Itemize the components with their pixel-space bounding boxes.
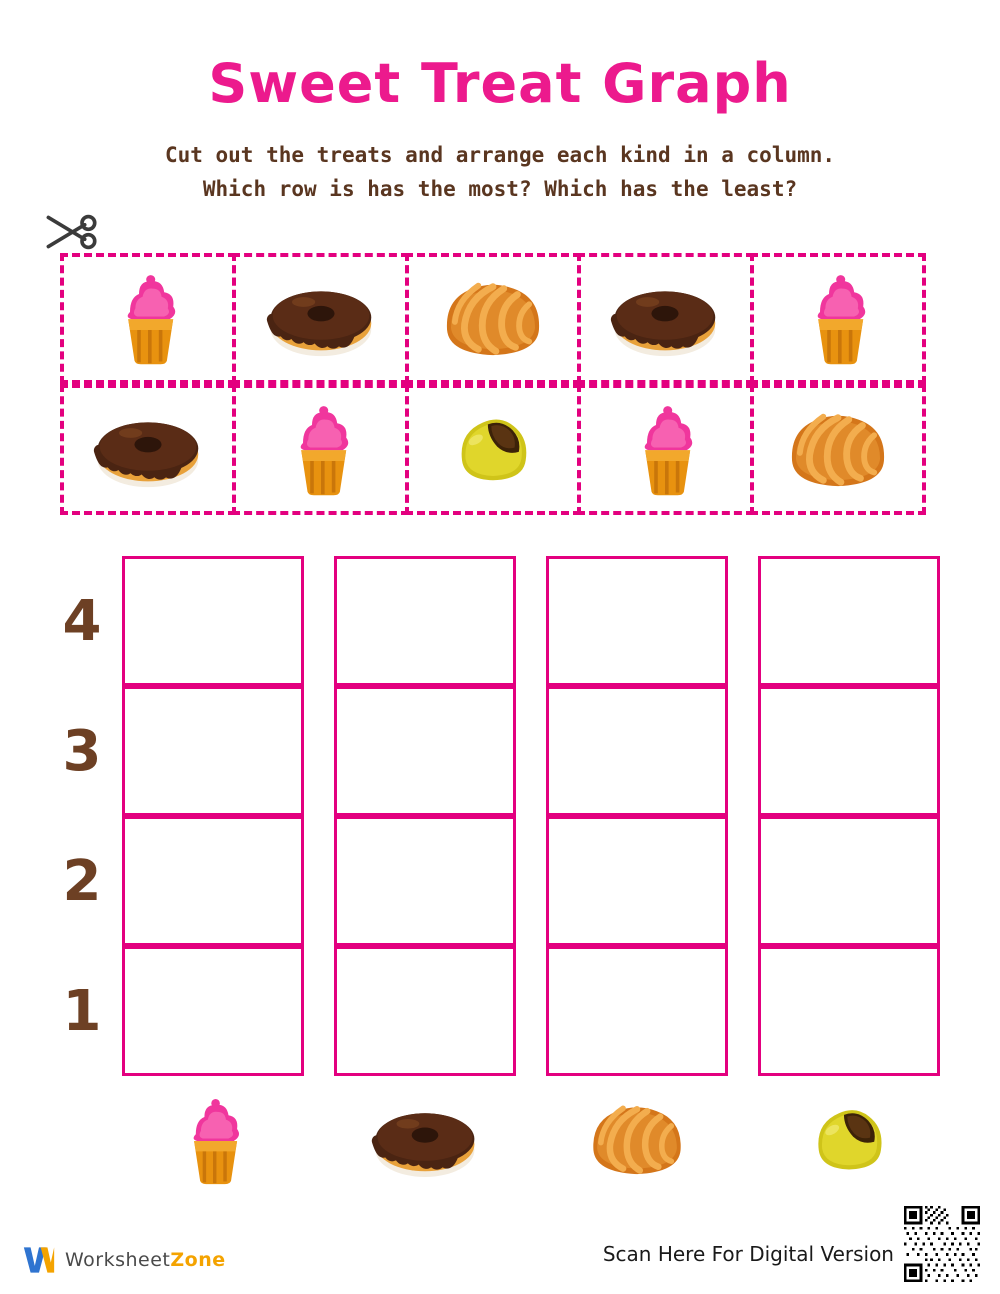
scan-instruction-text: Scan Here For Digital Version	[602, 1242, 894, 1266]
qr-code[interactable]	[904, 1206, 980, 1282]
logo-primary-text: Worksheet	[65, 1249, 171, 1271]
cupcake-icon	[793, 267, 883, 370]
legend-item	[758, 1085, 940, 1195]
swirl-bun-icon	[784, 404, 892, 496]
legend-item	[334, 1085, 516, 1195]
cutout-cell[interactable]	[60, 253, 236, 384]
graph-cell[interactable]	[122, 556, 304, 686]
graph-row-label: 2	[62, 848, 102, 914]
donut-icon	[90, 404, 206, 495]
graph-cell[interactable]	[758, 946, 940, 1076]
cutout-cell[interactable]	[750, 253, 926, 384]
cutout-cell[interactable]	[60, 384, 236, 515]
logo-text	[65, 1249, 226, 1271]
graph-cell[interactable]	[122, 946, 304, 1076]
graph-cell[interactable]	[546, 556, 728, 686]
cupcake-icon	[276, 398, 366, 501]
logo-mark-icon	[22, 1244, 56, 1276]
candy-icon	[450, 407, 536, 493]
graph-cell[interactable]	[546, 946, 728, 1076]
graph-row-label: 3	[62, 718, 102, 784]
page-title: Sweet Treat Graph	[208, 52, 792, 115]
scissors-icon	[44, 212, 100, 252]
graph-cell[interactable]	[122, 686, 304, 816]
graph-cell[interactable]	[122, 816, 304, 946]
instructions	[0, 138, 1000, 206]
cutout-row	[60, 384, 942, 515]
cutout-row	[60, 253, 942, 384]
donut-icon	[263, 273, 379, 364]
legend-item	[122, 1085, 304, 1195]
graph-column	[122, 556, 304, 1076]
graph-cell[interactable]	[334, 946, 516, 1076]
site-logo[interactable]	[22, 1244, 226, 1276]
graph-cell[interactable]	[758, 556, 940, 686]
donut-icon	[368, 1095, 482, 1185]
graph-cell[interactable]	[546, 816, 728, 946]
instructions-line-1: Cut out the treats and arrange each kind in a column.	[164, 143, 836, 167]
graph-column	[334, 556, 516, 1076]
swirl-bun-icon	[439, 273, 547, 365]
cutout-cell[interactable]	[577, 384, 753, 515]
logo-secondary-text: Zone	[170, 1249, 226, 1271]
donut-icon	[607, 273, 723, 364]
cutout-cell[interactable]	[232, 253, 408, 384]
graph-cell[interactable]	[334, 816, 516, 946]
graph-row-label: 1	[62, 978, 102, 1044]
graph-legend	[122, 1085, 940, 1195]
graph-row-label: 4	[62, 588, 102, 654]
legend-item	[546, 1085, 728, 1195]
graph-cell[interactable]	[546, 686, 728, 816]
graph-row-labels	[52, 556, 112, 1076]
cupcake-icon	[170, 1091, 256, 1190]
cutout-cell[interactable]	[232, 384, 408, 515]
cutout-cell[interactable]	[577, 253, 753, 384]
cutout-cell[interactable]	[405, 384, 581, 515]
cutout-cell[interactable]	[405, 253, 581, 384]
cupcake-icon	[620, 398, 710, 501]
graph-cell[interactable]	[334, 556, 516, 686]
graph-grid	[122, 556, 940, 1076]
candy-icon	[807, 1098, 891, 1182]
graph-column	[546, 556, 728, 1076]
cutout-grid	[60, 253, 942, 515]
graph-cell[interactable]	[758, 816, 940, 946]
cupcake-icon	[103, 267, 193, 370]
instructions-line-2: Which row is has the most? Which has the least?	[202, 177, 798, 201]
swirl-bun-icon	[586, 1096, 688, 1184]
graph-cell[interactable]	[334, 686, 516, 816]
cutout-cell[interactable]	[750, 384, 926, 515]
graph-cell[interactable]	[758, 686, 940, 816]
graph-column	[758, 556, 940, 1076]
